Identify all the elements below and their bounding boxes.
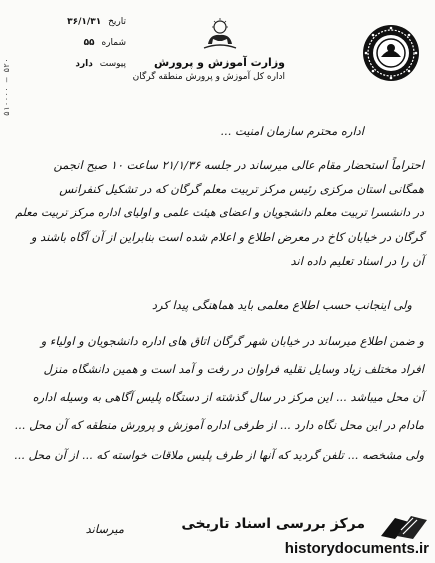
office-subtitle: اداره کل آموزش و پرورش منطقه گرگان [132, 72, 285, 82]
lion-and-sun-emblem-icon [200, 18, 240, 50]
letter-line: و ضمن اطلاع میرساند در خیابان شهر گرگان اتاق های اداره دانشجویان و اولیاء و [40, 334, 424, 348]
letter-line: آن را در اسناد تعلیم داده اند [290, 254, 424, 268]
side-serial-number: ۵۱۰۰۰۰ — ۵۲۰ [2, 58, 11, 116]
attachment-label: پیوست [99, 59, 126, 69]
number-row [36, 33, 126, 54]
letter-line: آن محل میباشد ... این مرکز در سال گذشته از دستگاه پلیس آگاهی به وسیله اداره [32, 390, 424, 404]
watermark-url: historydocuments.ir [284, 540, 429, 557]
number-label: شماره [101, 38, 126, 48]
letter-line: افراد مختلف زیاد وسایل نقلیه فراوان در رفت و آمد است و همین دانشگاه منزل [43, 362, 424, 376]
date-row [36, 12, 126, 33]
letter-line: ولی مشخصه ... تلفن گردید که آنها از طرف پلیس ملاقات خواسته که ... از آن محل ... [13, 448, 424, 462]
watermark [160, 510, 435, 563]
letter-line: همگانی استان مرکزی رئیس مرکز تربیت معلم گرگان که در تشکیل کنفرانس [59, 182, 424, 196]
letter-line: احتراماً استحضار مقام عالی میرساند در جلسه ۲۱/۱/۳۶ ساعت ۱۰ صبح انجمن [53, 158, 424, 172]
attachment-value: دارد [75, 59, 93, 69]
ornamental-seal-icon [362, 24, 420, 82]
letter-line: اداره محترم سازمان امنیت ... [220, 124, 364, 138]
attachment-row [36, 54, 126, 75]
ministry-title: وزارت آموزش و پرورش [154, 56, 285, 69]
letter-line: ولی اینجانب حسب اطلاع معلمی باید هماهنگی پیدا کرد [151, 298, 412, 312]
document-meta [36, 12, 126, 75]
letter-line: مادام در این محل نگاه دارد ... از طرفی اداره آموزش و پرورش منطقه که آن محل ... [14, 418, 424, 432]
date-value: ۳۶/۱/۳۱ [67, 17, 102, 27]
letter-line: میرساند [85, 522, 124, 536]
letter-line: گرگان در خیابان کاخ در معرض اطلاع و اعلام شده است بنابراین از آن آگاه باشند و [30, 230, 424, 244]
date-label: تاریخ [108, 17, 126, 27]
watermark-text: مرکز بررسی اسناد تاریخی [181, 516, 365, 532]
archive-document-icon [375, 510, 435, 540]
number-value: ۵۵ [83, 38, 95, 48]
letter-line: در دانشسرا تربیت معلم دانشجویان و اعضای هیئت علمی و اولیای اداره مرکز تربیت معلم [15, 206, 424, 219]
